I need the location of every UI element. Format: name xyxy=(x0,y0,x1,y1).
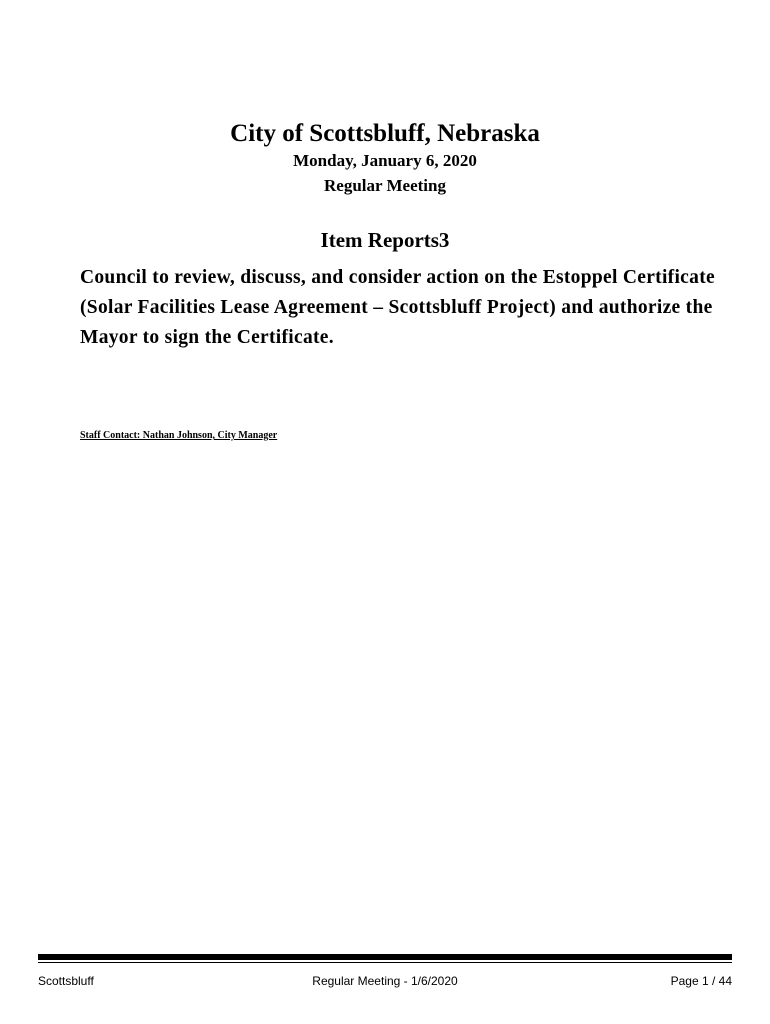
footer-divider xyxy=(38,954,732,960)
footer-divider-thin xyxy=(38,962,732,963)
item-heading: Item Reports3 xyxy=(320,228,450,252)
item-description: Council to review, discuss, and consider action on the Estoppel Certificate (Solar Facilities Lease Agreement – Scottsbluff Project) and authorize the Mayor to sign the Certificate. xyxy=(80,267,715,348)
staff-contact: Staff Contact: Nathan Johnson, City Manager xyxy=(80,430,278,441)
footer-page-number: Page 1 / 44 xyxy=(670,974,732,988)
meeting-date: Monday, January 6, 2020 xyxy=(293,151,477,170)
page-footer xyxy=(38,972,732,990)
footer-city: Scottsbluff xyxy=(38,974,94,988)
meeting-type: Regular Meeting xyxy=(324,176,446,195)
document-title: City of Scottsbluff, Nebraska xyxy=(230,120,540,147)
footer-meeting: Regular Meeting - 1/6/2020 xyxy=(312,974,458,988)
